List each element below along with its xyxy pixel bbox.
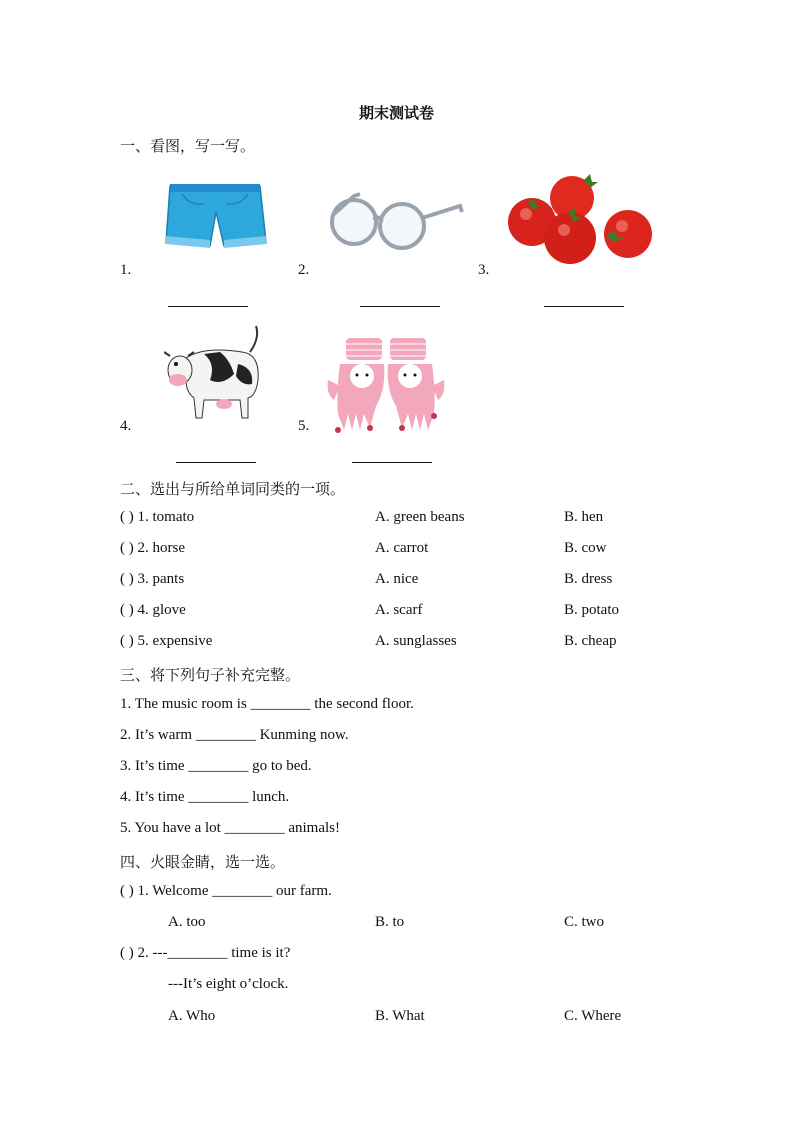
answer-blank-3[interactable] — [544, 306, 624, 307]
s2-option-a-3[interactable]: A. nice — [375, 571, 419, 587]
glasses-icon — [326, 190, 466, 252]
s3-sentence-1: 1. The music room is ________ the second floor. — [120, 696, 414, 712]
s2-option-a-5[interactable]: A. sunglasses — [375, 633, 457, 649]
gloves-icon — [326, 334, 446, 434]
section-1-heading: 一、看图，写一写。 — [120, 137, 256, 155]
item-2-number: 2. — [298, 262, 310, 278]
s4-question-2: ( ) 2. ---________ time is it? — [120, 945, 291, 961]
item-5-number: 5. — [298, 418, 310, 434]
page-title: 期末测试卷 — [358, 104, 434, 122]
s2-option-b-5[interactable]: B. cheap — [564, 633, 617, 649]
tomatoes-icon — [502, 172, 660, 272]
s4-q2-answer-line: ---It’s eight o’clock. — [168, 976, 289, 992]
item-1-number: 1. — [120, 262, 132, 278]
section-4-heading: 四、火眼金睛，选一选。 — [120, 853, 286, 871]
s4-question-1: ( ) 1. Welcome ________ our farm. — [120, 883, 332, 899]
s2-option-a-1[interactable]: A. green beans — [375, 509, 465, 525]
s2-question-2: ( ) 2. horse — [120, 540, 185, 556]
s2-option-a-2[interactable]: A. carrot — [375, 540, 429, 556]
s4-q2-option-c[interactable]: C. Where — [564, 1008, 622, 1024]
s2-option-b-2[interactable]: B. cow — [564, 540, 607, 556]
s4-q1-option-c[interactable]: C. two — [564, 914, 605, 930]
s3-sentence-4: 4. It’s time ________ lunch. — [120, 789, 290, 805]
s4-q2-option-a[interactable]: A. Who — [168, 1008, 216, 1024]
section-2-heading: 二、选出与所给单词同类的一项。 — [120, 480, 346, 498]
s2-option-a-4[interactable]: A. scarf — [375, 602, 423, 618]
s2-question-4: ( ) 4. glove — [120, 602, 186, 618]
s3-sentence-2: 2. It’s warm ________ Kunming now. — [120, 727, 349, 743]
s2-question-3: ( ) 3. pants — [120, 571, 185, 587]
item-4-number: 4. — [120, 418, 132, 434]
s2-option-b-1[interactable]: B. hen — [564, 509, 604, 525]
answer-blank-4[interactable] — [176, 462, 256, 463]
s3-sentence-3: 3. It’s time ________ go to bed. — [120, 758, 312, 774]
cow-icon — [164, 324, 264, 424]
s2-option-b-4[interactable]: B. potato — [564, 602, 619, 618]
answer-blank-2[interactable] — [360, 306, 440, 307]
s4-q1-option-a[interactable]: A. too — [168, 914, 206, 930]
s3-sentence-5: 5. You have a lot ________ animals! — [120, 820, 340, 836]
item-3-number: 3. — [478, 262, 490, 278]
section-3-heading: 三、将下列句子补充完整。 — [120, 666, 301, 684]
s2-option-b-3[interactable]: B. dress — [564, 571, 613, 587]
answer-blank-1[interactable] — [168, 306, 248, 307]
shorts-icon — [160, 180, 270, 255]
s4-q2-option-b[interactable]: B. What — [375, 1008, 425, 1024]
answer-blank-5[interactable] — [352, 462, 432, 463]
s4-q1-option-b[interactable]: B. to — [375, 914, 405, 930]
s2-question-5: ( ) 5. expensive — [120, 633, 213, 649]
s2-question-1: ( ) 1. tomato — [120, 509, 195, 525]
